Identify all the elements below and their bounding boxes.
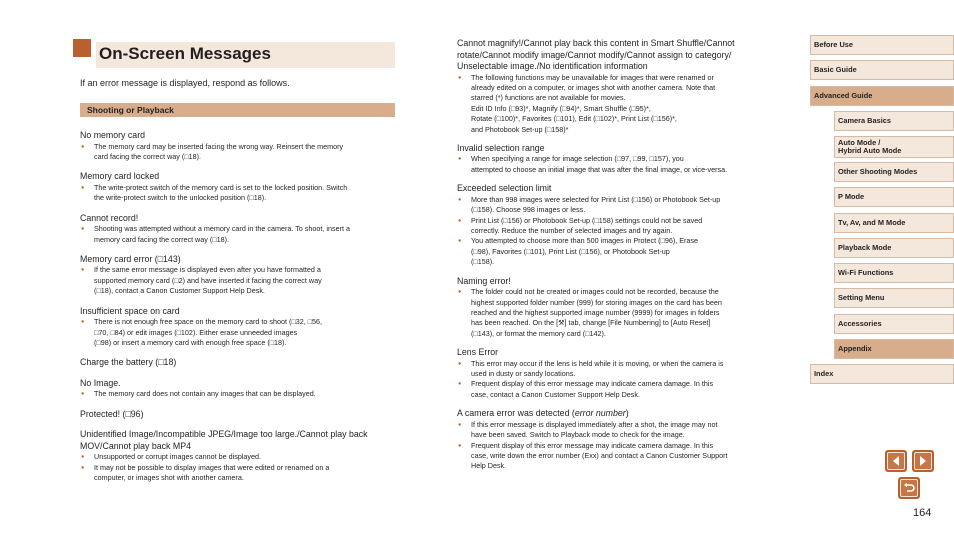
- bullet-list: [457, 73, 775, 135]
- message-entry: [457, 38, 775, 135]
- page-number: 164: [913, 507, 932, 519]
- left-column: [80, 130, 398, 493]
- bullet-list: [80, 389, 398, 399]
- message-entry: [80, 409, 398, 421]
- intro-text: If an error message is displayed, respond as follows.: [80, 78, 290, 88]
- return-button[interactable]: [898, 477, 920, 499]
- bullet-item: ● The folder could not be created or images could not be recorded, because the highest supported folder number (999) for storing images on the card has been reached and the highest supported image number (9999) for images in folders has been reached. On the [⚒] tab, change [File Numbering] to [Auto Reset] (□143), or format the memory card (□142).: [457, 287, 775, 339]
- message-entry: [80, 213, 398, 245]
- message-entry: [80, 254, 398, 297]
- message-entry: [457, 408, 775, 472]
- bullet-list: [457, 154, 775, 175]
- bullet-list: [80, 317, 398, 348]
- bullet-item: ● If the same error message is displayed even after you have formatted a supported memory card (□2) and have inserted it facing the correct way (□18), contact a Canon Customer Support Help Desk.: [80, 265, 398, 296]
- nav-accessories[interactable]: Accessories: [834, 314, 954, 334]
- message-title: Cannot magnify!/Cannot play back this content in Smart Shuffle/Cannot rotate/Cannot modify image/Cannot modify/Cannot assign to category/ Unselectable image./No identification information: [457, 38, 735, 71]
- bullet-item: ● Unsupported or corrupt images cannot be displayed.: [80, 452, 398, 462]
- bullet-item: ● Frequent display of this error message may indicate camera damage. In this case, write down the error number (Exx) and contact a Canon Customer Support Help Desk.: [457, 441, 775, 472]
- right-column: [457, 38, 775, 480]
- nav-p-mode[interactable]: P Mode: [834, 187, 954, 207]
- return-icon: [903, 482, 915, 494]
- bullet-list: [80, 265, 398, 296]
- message-title: Memory card locked: [80, 171, 160, 182]
- bullet-list: [80, 452, 398, 483]
- bullet-list: [457, 359, 775, 401]
- bullet-item: ● The memory card may be inserted facing the wrong way. Reinsert the memory card facing the correct way (□18).: [80, 142, 398, 163]
- message-title: Exceeded selection limit: [457, 183, 552, 194]
- nav-advanced-guide[interactable]: Advanced Guide: [810, 86, 954, 106]
- message-entry: [457, 183, 775, 267]
- message-title: Cannot record!: [80, 212, 139, 223]
- message-title: Protected! (□96): [80, 408, 144, 419]
- nav-camera-basics[interactable]: Camera Basics: [834, 111, 954, 131]
- nav-basic-guide[interactable]: Basic Guide: [810, 60, 954, 80]
- arrow-left-icon: [891, 455, 901, 467]
- nav-index[interactable]: Index: [810, 364, 954, 384]
- nav-before-use[interactable]: Before Use: [810, 35, 954, 55]
- message-entry: [80, 378, 398, 400]
- nav-other-shooting-modes[interactable]: Other Shooting Modes: [834, 162, 954, 182]
- next-page-button[interactable]: [912, 450, 934, 472]
- bullet-list: [457, 195, 775, 268]
- nav-tv-av-m-mode[interactable]: Tv, Av, and M Mode: [834, 213, 954, 233]
- message-entry: [80, 357, 398, 369]
- nav-wifi-functions[interactable]: Wi-Fi Functions: [834, 263, 954, 283]
- bullet-item: ● Frequent display of this error message may indicate camera damage. In this case, contact a Canon Customer Support Help Desk.: [457, 379, 775, 400]
- bullet-item: ● This error may occur if the lens is held while it is moving, or when the camera is used in dusty or sandy locations.: [457, 359, 775, 380]
- message-entry: [457, 347, 775, 400]
- bullet-list: [457, 287, 775, 339]
- message-title: A camera error was detected (error number): [457, 408, 629, 419]
- message-entry: [80, 429, 398, 483]
- bullet-item: ● The write-protect switch of the memory card is set to the locked position. Switch the write-protect switch to the unlocked position (□18).: [80, 183, 398, 204]
- message-title: Insufficient space on card: [80, 305, 180, 316]
- previous-page-button[interactable]: [885, 450, 907, 472]
- arrow-right-icon: [918, 455, 928, 467]
- message-entry: [80, 171, 398, 203]
- bullet-item: ● If this error message is displayed immediately after a shot, the image may not have been saved. Switch to Playback mode to check for the image.: [457, 420, 775, 441]
- message-title: No Image.: [80, 377, 121, 388]
- title-marker: [73, 39, 91, 57]
- bullet-item: ● More than 998 images were selected for Print List (□156) or Photobook Set-up (□158). Choose 998 images or less.: [457, 195, 775, 216]
- message-entry: [457, 143, 775, 175]
- bullet-item: ● There is not enough free space on the memory card to shoot (□32, □56, □70, □84) or edit images (□102). Either erase unneeded images (□98) or insert a memory card with enough free space (□18).: [80, 317, 398, 348]
- message-title: Lens Error: [457, 347, 499, 358]
- bullet-item: ● The following functions may be unavailable for images that were renamed or already edited on a computer, or images shot with another camera. Note that starred (*) functions are not available for movies. Edit ID Info (□93)*, Magnify (□94)*, Smart Shuffle (□95)*, Rotate (□100)*, Favorites (□101), Edit (□102)*, Print List (□156)*, and Photobook Set-up (□158)*: [457, 73, 775, 135]
- message-title: Charge the battery (□18): [80, 357, 177, 368]
- bullet-item: ● Print List (□156) or Photobook Set-up (□158) settings could not be saved correctly. Reduce the number of selected images and try again.: [457, 216, 775, 237]
- message-entry: [457, 276, 775, 340]
- message-title: Unidentified Image/Incompatible JPEG/Image too large./Cannot play back MOV/Cannot play back MP4: [80, 429, 368, 451]
- nav-setting-menu[interactable]: Setting Menu: [834, 288, 954, 308]
- message-title: Memory card error (□143): [80, 253, 181, 264]
- bullet-item: ● It may not be possible to display images that were edited or renamed on a computer, or images shot with another camera.: [80, 463, 398, 484]
- nav-auto-mode[interactable]: Auto Mode / Hybrid Auto Mode: [834, 136, 954, 158]
- message-title: Naming error!: [457, 275, 511, 286]
- bullet-item: ● You attempted to choose more than 500 images in Protect (□96), Erase (□98), Favorites (□101), Print List (□156), or Photobook Set-up (□158).: [457, 236, 775, 267]
- bullet-item: ● When specifying a range for image selection (□97, □99, □157), you attempted to choose an initial image that was after the final image, or vice-versa.: [457, 154, 775, 175]
- page-title: On-Screen Messages: [99, 44, 271, 63]
- bullet-list: [457, 420, 775, 472]
- bullet-list: [80, 183, 398, 204]
- nav-appendix[interactable]: Appendix: [834, 339, 954, 359]
- bullet-item: ● Shooting was attempted without a memory card in the camera. To shoot, insert a memory card facing the correct way (□18).: [80, 224, 398, 245]
- section-heading: Shooting or Playback: [87, 105, 174, 115]
- message-entry: [80, 130, 398, 162]
- nav-playback-mode[interactable]: Playback Mode: [834, 238, 954, 258]
- bullet-item: ● The memory card does not contain any images that can be displayed.: [80, 389, 398, 399]
- message-title: Invalid selection range: [457, 142, 545, 153]
- message-entry: [80, 306, 398, 349]
- bullet-list: [80, 142, 398, 163]
- bullet-list: [80, 224, 398, 245]
- message-title: No memory card: [80, 130, 146, 140]
